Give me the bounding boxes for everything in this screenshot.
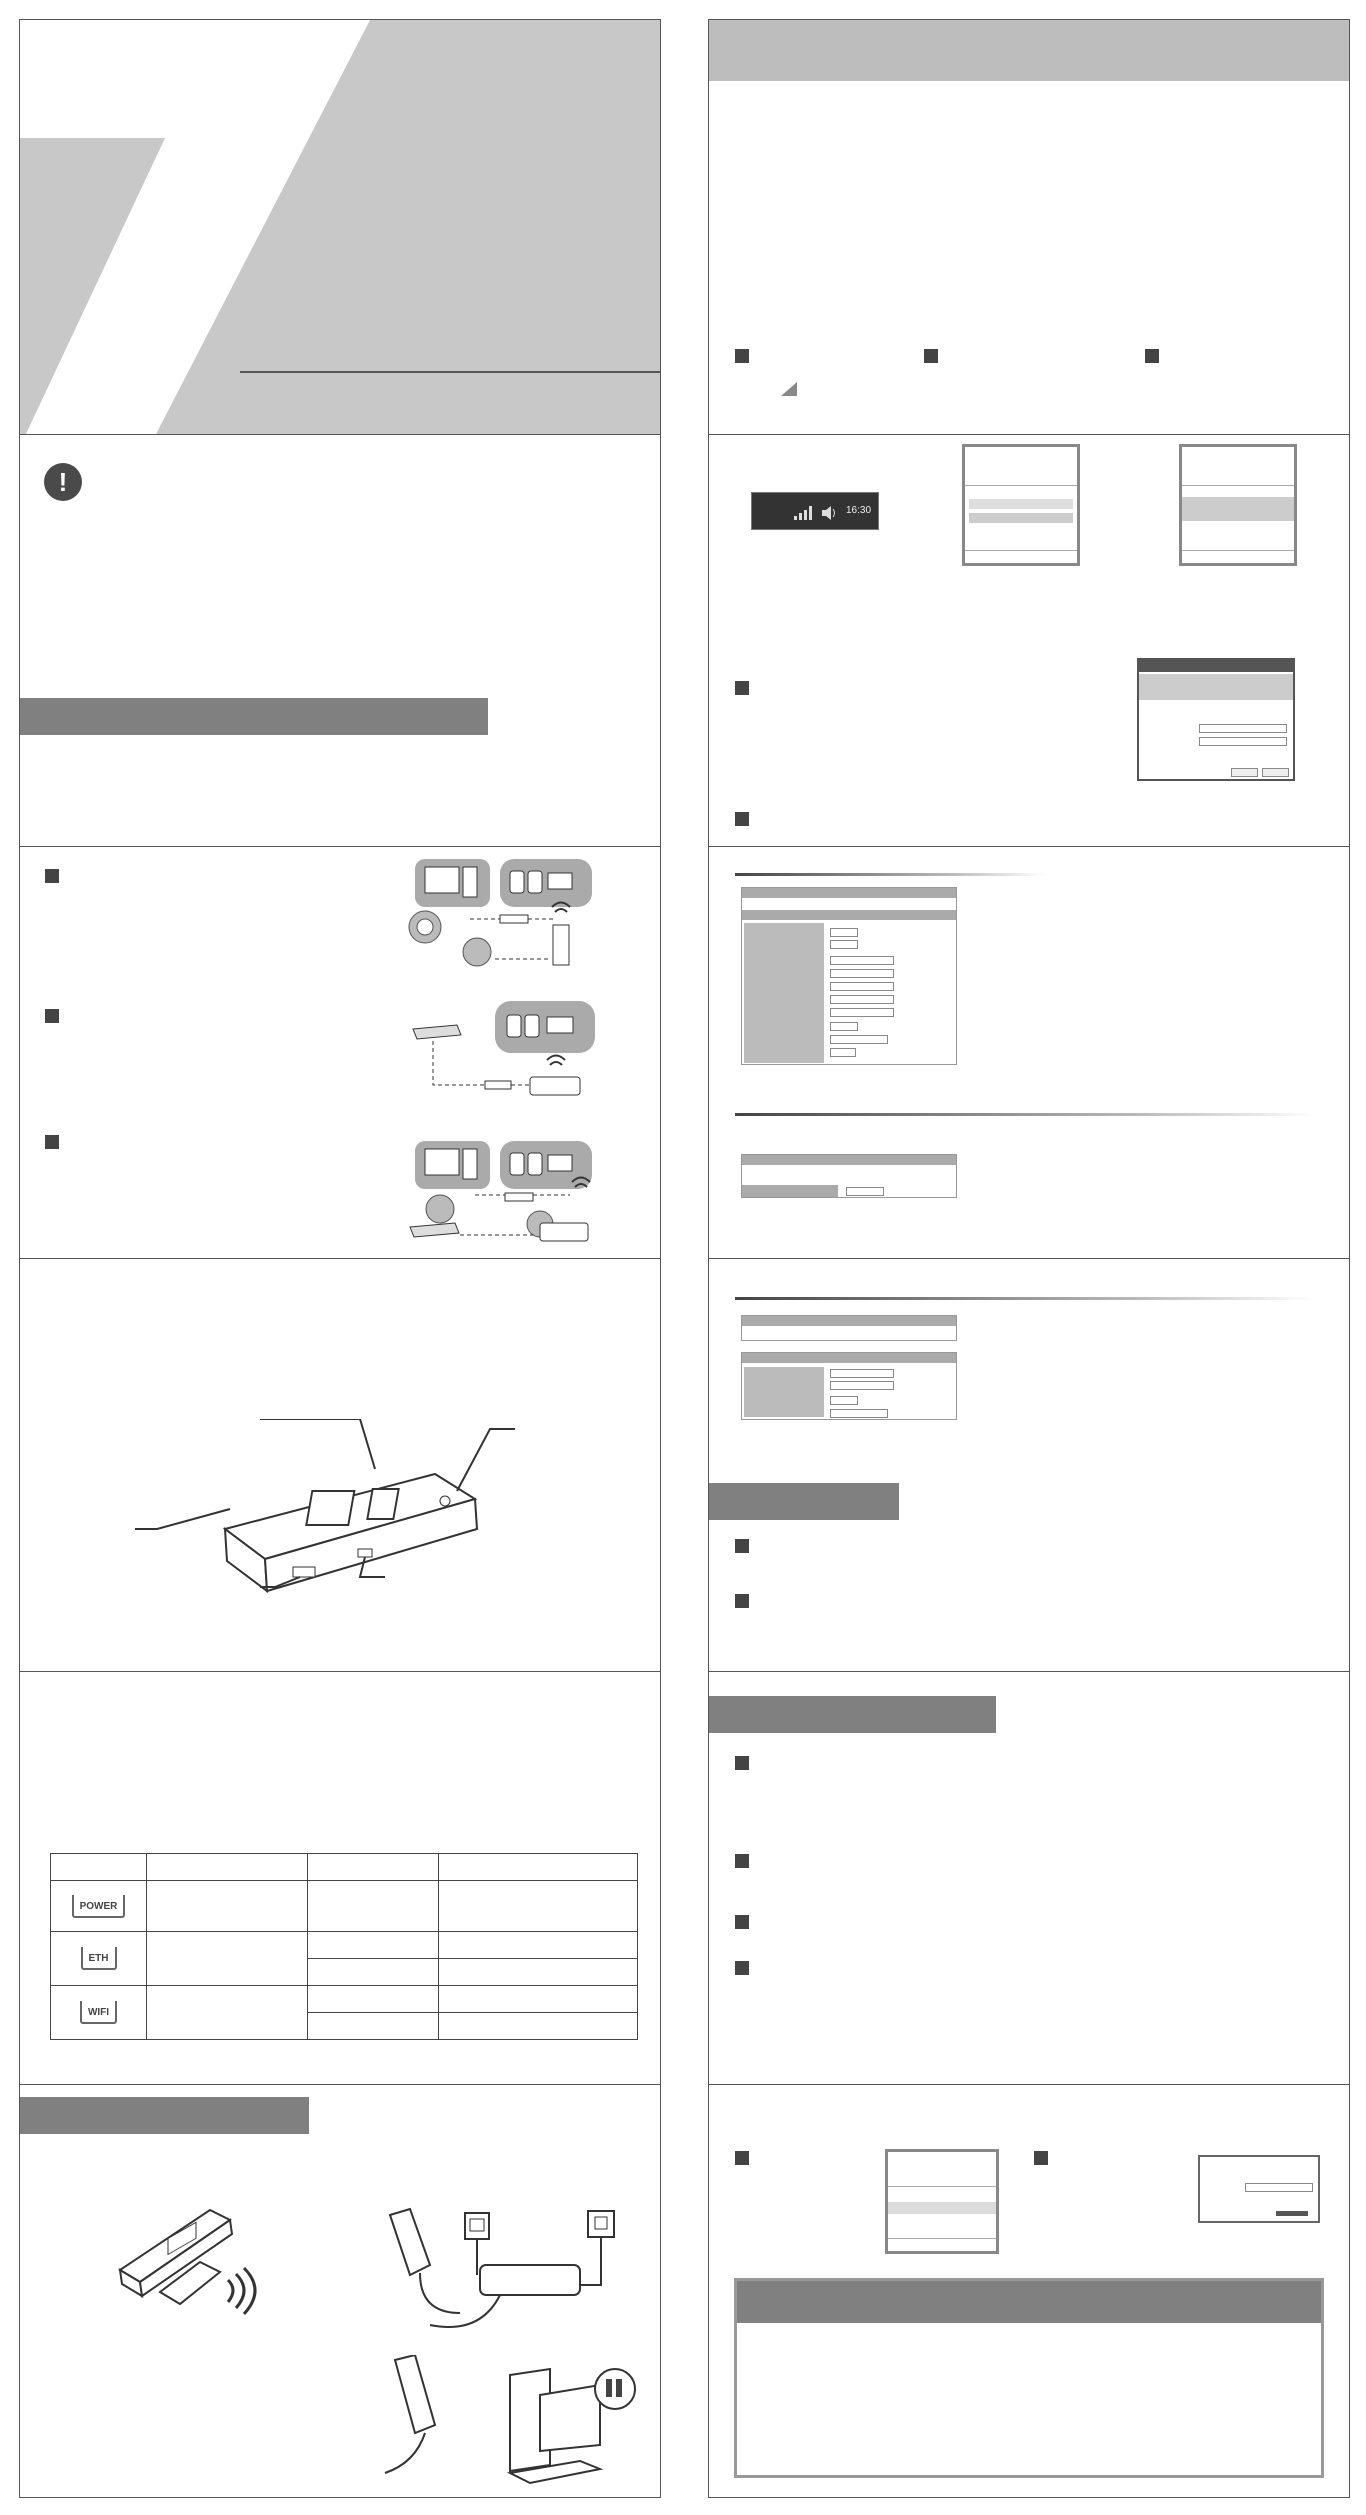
router-connection-illustration [360, 2205, 650, 2355]
wan-detail-screenshot [741, 1352, 957, 1420]
form-field[interactable] [830, 1008, 894, 1017]
mode-select[interactable] [846, 1187, 884, 1196]
form-field[interactable] [830, 1369, 894, 1378]
section-header-band [709, 20, 1349, 81]
tray-clock: 16:30 [846, 505, 872, 516]
key-input[interactable] [1199, 724, 1287, 733]
network-list-window[interactable] [962, 444, 1080, 566]
connect-dialog[interactable] [1198, 2155, 1320, 2223]
form-field[interactable] [830, 982, 894, 991]
form-field[interactable] [830, 1381, 894, 1390]
network-list-window-connected[interactable] [1179, 444, 1297, 566]
device-illustration [135, 1419, 555, 1649]
table-header-cell [439, 1854, 638, 1881]
signal-icon [781, 382, 797, 396]
table-header-row [51, 1854, 638, 1881]
bullet-square [924, 349, 938, 363]
led-label: POWER [72, 1895, 126, 1918]
bullet-square [735, 349, 749, 363]
scenario-diagram-2 [405, 999, 625, 1109]
bullet-square [735, 1539, 749, 1553]
bullet-square [735, 1756, 749, 1770]
form-field[interactable] [830, 928, 858, 937]
key-confirm-input[interactable] [1199, 737, 1287, 746]
form-field[interactable] [830, 956, 894, 965]
table-row [51, 1986, 638, 2013]
intro-panel [708, 19, 1350, 435]
led-status-table [50, 1853, 638, 2040]
key-input[interactable] [1245, 2183, 1313, 2192]
led-label: ETH [81, 1947, 117, 1970]
network-list-window[interactable] [885, 2149, 999, 2254]
form-field[interactable] [830, 940, 858, 949]
bullet-square [1034, 2151, 1048, 2165]
section-header-bar [709, 1696, 996, 1733]
cover-graphic [20, 20, 661, 435]
taskbar-tray [751, 492, 879, 530]
bullet-square [45, 1135, 59, 1149]
form-field[interactable] [830, 1022, 858, 1031]
bullet-square [735, 1854, 749, 1868]
final-panel [708, 2084, 1350, 2498]
bullet-square [1145, 349, 1159, 363]
setup-panel [19, 2084, 661, 2498]
device-overview-panel [19, 1258, 661, 1672]
scenario-diagram-3 [405, 1139, 625, 1249]
note-box [734, 2278, 1324, 2478]
section-header-bar [20, 698, 488, 735]
settings-form-screenshot [741, 887, 957, 1065]
table-header-cell [51, 1854, 147, 1881]
form-field[interactable] [830, 1409, 888, 1418]
form-field[interactable] [830, 995, 894, 1004]
security-key-dialog[interactable] [1137, 658, 1295, 781]
section-header-bar [20, 2097, 309, 2134]
form-field[interactable] [830, 1048, 856, 1057]
web-config-panel [708, 846, 1350, 1259]
wan-form-screenshot [741, 1315, 957, 1341]
form-field[interactable] [830, 1396, 858, 1405]
bullet-square [45, 1009, 59, 1023]
warning-icon: ! [44, 463, 82, 501]
bullet-square [735, 1915, 749, 1929]
signal-icon [794, 506, 816, 520]
faq-panel [708, 1671, 1350, 2085]
scenarios-panel [19, 846, 661, 1259]
led-panel [19, 1671, 661, 2085]
cancel-button[interactable] [1262, 768, 1289, 777]
divider-line [735, 873, 1045, 876]
divider-line [735, 1113, 1315, 1116]
ok-button[interactable] [1276, 2211, 1308, 2216]
scenario-diagram-1 [405, 857, 625, 977]
table-row [51, 1932, 638, 1959]
note-header-band [737, 2281, 1321, 2323]
table-header-cell [308, 1854, 439, 1881]
table-row [51, 1881, 638, 1932]
section-header-bar [709, 1483, 899, 1520]
form-field[interactable] [830, 1035, 888, 1044]
bullet-square [735, 1594, 749, 1608]
device-wifi-illustration [110, 2200, 270, 2320]
bullet-square [735, 681, 749, 695]
speaker-icon [822, 506, 838, 520]
wan-config-panel [708, 1258, 1350, 1672]
notice-panel [19, 434, 661, 847]
bullet-square [45, 869, 59, 883]
connection-panel [708, 434, 1350, 847]
led-label-cell [51, 1881, 147, 1932]
ok-button[interactable] [1231, 768, 1258, 777]
pc-connection-illustration [360, 2355, 650, 2498]
divider-line [735, 1297, 1315, 1300]
mode-select-screenshot [741, 1154, 957, 1198]
bullet-square [735, 2151, 749, 2165]
bullet-square [735, 812, 749, 826]
cover-panel [19, 19, 661, 435]
led-label-cell [51, 1986, 147, 2040]
led-label-cell [51, 1932, 147, 1986]
bullet-square [735, 1961, 749, 1975]
led-label: WIFI [80, 2001, 117, 2024]
table-header-cell [147, 1854, 308, 1881]
form-field[interactable] [830, 969, 894, 978]
